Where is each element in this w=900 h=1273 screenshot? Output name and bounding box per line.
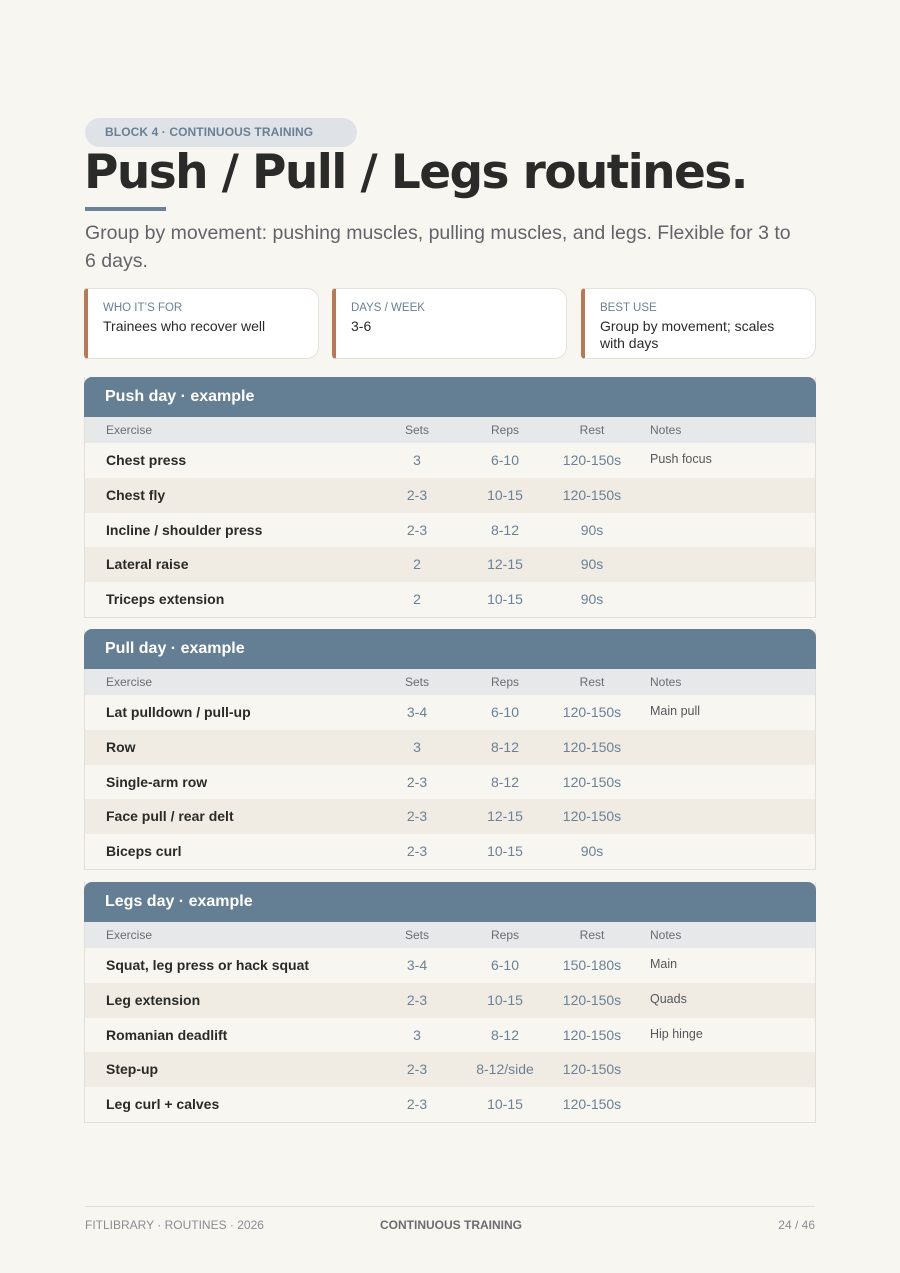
footer-divider bbox=[85, 1206, 815, 1207]
table-header-row bbox=[85, 417, 815, 443]
cell-reps: 10-15 bbox=[487, 1096, 523, 1113]
cell-notes: Main bbox=[650, 957, 678, 971]
cell-reps: 12-15 bbox=[487, 556, 523, 573]
block-label: BLOCK 4 · CONTINUOUS TRAINING bbox=[85, 118, 357, 147]
cell-reps: 10-15 bbox=[487, 486, 523, 503]
cell-exercise: Lat pulldown / pull-up bbox=[106, 704, 251, 720]
cell-reps: 6-10 bbox=[490, 452, 520, 468]
title-underline bbox=[85, 207, 166, 211]
column-header-sets: Sets bbox=[404, 423, 429, 437]
cell-rest: 90s bbox=[580, 521, 604, 538]
footer-left: FITLIBRARY · ROUTINES · 2026 bbox=[85, 1218, 264, 1232]
cell-sets: 2-3 bbox=[406, 486, 428, 503]
card-label: DAYS / WEEK bbox=[351, 302, 425, 314]
column-header-reps: Reps bbox=[490, 928, 519, 942]
page-subtitle: Group by movement: pushing muscles, pulling muscles, and legs. Flexible for 3 to 6 days. bbox=[85, 222, 791, 272]
table-title: Push day · example bbox=[84, 377, 816, 417]
cell-rest: 120-150s bbox=[562, 1096, 622, 1113]
cell-reps: 8-12/side bbox=[476, 1061, 534, 1078]
column-header-rest: Rest bbox=[579, 423, 605, 437]
pull-day-table bbox=[84, 629, 816, 870]
footer-center: CONTINUOUS TRAINING bbox=[380, 1218, 522, 1232]
card-label: BEST USE bbox=[600, 302, 657, 314]
cell-exercise: Biceps curl bbox=[106, 843, 182, 860]
cell-reps: 10-15 bbox=[487, 991, 523, 1008]
table-row bbox=[85, 799, 815, 834]
cell-reps: 8-12 bbox=[490, 738, 520, 755]
cell-reps: 8-12 bbox=[490, 521, 520, 538]
table-row bbox=[85, 1018, 815, 1053]
cell-reps: 8-12 bbox=[490, 1026, 520, 1043]
cell-notes: Quads bbox=[650, 991, 687, 1006]
page-number: 24 / 46 bbox=[778, 1218, 815, 1232]
cell-rest: 120-150s bbox=[562, 452, 622, 468]
column-header-notes: Notes bbox=[650, 423, 682, 437]
cell-notes: Hip hinge bbox=[650, 1026, 703, 1041]
column-header-rest: Rest bbox=[579, 928, 605, 942]
table-row bbox=[85, 443, 815, 478]
cell-exercise: Triceps extension bbox=[106, 591, 225, 608]
legs-day-table bbox=[84, 882, 816, 1123]
card-label: WHO IT’S FOR bbox=[103, 302, 183, 314]
cell-sets: 2-3 bbox=[406, 1096, 428, 1113]
cell-sets: 3-4 bbox=[406, 957, 428, 973]
table-row bbox=[85, 834, 815, 869]
cell-exercise: Single-arm row bbox=[106, 773, 208, 790]
table-row bbox=[85, 983, 815, 1018]
cell-sets: 2-3 bbox=[406, 521, 428, 538]
cell-exercise: Squat, leg press or hack squat bbox=[106, 957, 310, 973]
cell-sets: 2-3 bbox=[406, 991, 428, 1008]
cell-notes: Main pull bbox=[650, 704, 701, 718]
cell-exercise: Lateral raise bbox=[106, 556, 189, 573]
cell-rest: 120-150s bbox=[562, 486, 622, 503]
table-row bbox=[85, 730, 815, 765]
column-header-reps: Reps bbox=[490, 675, 519, 689]
card-value: Trainees who recover well bbox=[103, 318, 266, 334]
card-best-use bbox=[581, 288, 816, 359]
column-header-exercise: Exercise bbox=[106, 928, 153, 942]
card-days-week bbox=[332, 288, 567, 359]
cell-rest: 120-150s bbox=[562, 808, 622, 825]
cell-rest: 120-150s bbox=[562, 704, 622, 720]
cell-rest: 120-150s bbox=[562, 773, 622, 790]
column-header-reps: Reps bbox=[490, 423, 519, 437]
page-title: Push / Pull / Legs routines. bbox=[84, 145, 747, 200]
cell-reps: 12-15 bbox=[487, 808, 523, 825]
cell-reps: 6-10 bbox=[490, 704, 520, 720]
card-value: Group by movement; scales with days bbox=[600, 318, 775, 351]
cell-reps: 10-15 bbox=[487, 843, 523, 860]
column-header-sets: Sets bbox=[404, 928, 429, 942]
card-value: 3-6 bbox=[351, 318, 372, 334]
cell-notes: Push focus bbox=[650, 452, 712, 466]
cell-sets: 2-3 bbox=[406, 843, 428, 860]
card-who-its-for bbox=[84, 288, 319, 359]
table-title: Pull day · example bbox=[84, 629, 816, 669]
cell-rest: 120-150s bbox=[562, 991, 622, 1008]
column-header-notes: Notes bbox=[650, 675, 682, 689]
cell-sets: 3 bbox=[413, 738, 421, 755]
column-header-rest: Rest bbox=[579, 675, 605, 689]
cell-reps: 6-10 bbox=[490, 957, 520, 973]
table-row bbox=[85, 582, 815, 617]
cell-exercise: Face pull / rear delt bbox=[106, 808, 234, 825]
cell-rest: 120-150s bbox=[562, 1026, 622, 1043]
cell-rest: 90s bbox=[580, 556, 604, 573]
cell-exercise: Chest fly bbox=[106, 486, 166, 503]
cell-rest: 120-150s bbox=[562, 738, 622, 755]
push-day-table bbox=[84, 377, 816, 618]
cell-reps: 10-15 bbox=[487, 591, 523, 608]
cell-exercise: Romanian deadlift bbox=[106, 1026, 228, 1043]
column-header-sets: Sets bbox=[404, 675, 429, 689]
cell-sets: 2-3 bbox=[406, 1061, 428, 1078]
summary-cards bbox=[84, 288, 816, 359]
cell-reps: 8-12 bbox=[490, 773, 520, 790]
cell-sets: 2 bbox=[413, 591, 421, 608]
table-row bbox=[85, 1087, 815, 1122]
cell-sets: 3 bbox=[413, 1026, 421, 1043]
table-title: Legs day · example bbox=[84, 882, 816, 922]
table-header-row bbox=[85, 922, 815, 948]
cell-rest: 90s bbox=[580, 843, 604, 860]
cell-sets: 2-3 bbox=[406, 808, 428, 825]
table-row bbox=[85, 695, 815, 730]
cell-rest: 120-150s bbox=[562, 1061, 622, 1078]
cell-exercise: Step-up bbox=[106, 1061, 159, 1078]
cell-rest: 150-180s bbox=[562, 957, 622, 973]
cell-exercise: Row bbox=[106, 738, 136, 755]
cell-exercise: Leg curl + calves bbox=[106, 1096, 220, 1113]
table-row bbox=[85, 547, 815, 582]
cell-exercise: Leg extension bbox=[106, 991, 201, 1008]
cell-exercise: Chest press bbox=[106, 452, 187, 468]
table-row bbox=[85, 948, 815, 983]
table-row bbox=[85, 478, 815, 513]
table-header-row bbox=[85, 669, 815, 695]
cell-sets: 2 bbox=[413, 556, 421, 573]
cell-rest: 90s bbox=[580, 591, 604, 608]
column-header-notes: Notes bbox=[650, 928, 682, 942]
cell-exercise: Incline / shoulder press bbox=[106, 521, 263, 538]
cell-sets: 3-4 bbox=[406, 704, 428, 720]
table-row bbox=[85, 513, 815, 548]
column-header-exercise: Exercise bbox=[106, 423, 153, 437]
column-header-exercise: Exercise bbox=[106, 675, 153, 689]
table-row bbox=[85, 765, 815, 800]
cell-sets: 2-3 bbox=[406, 773, 428, 790]
table-row bbox=[85, 1052, 815, 1087]
cell-sets: 3 bbox=[413, 452, 421, 468]
